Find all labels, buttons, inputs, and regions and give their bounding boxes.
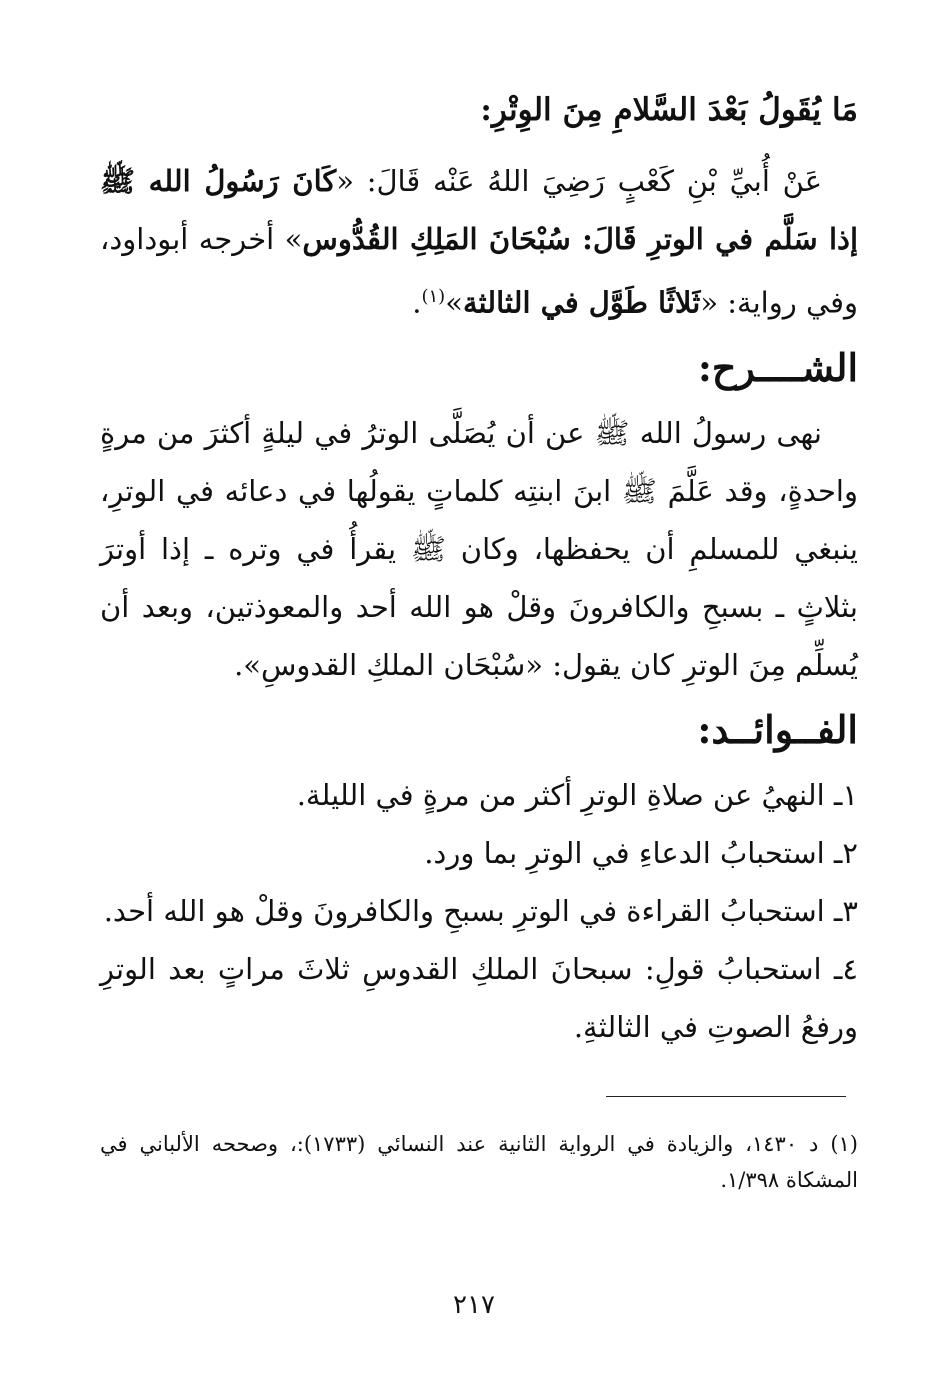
benefit-item-1: ١ـ النهيُ عن صلاةِ الوترِ أكثر من مرةٍ في الليلة. [296, 777, 858, 812]
benefits-title: الفــوائــد: [697, 706, 858, 752]
hadith-text-part-1: عَنْ أُبيِّ بْنِ كَعْبٍ رَضِيَ اللهُ عَنْه قَالَ: « [336, 164, 822, 198]
footnote: (١) د ١٤٣٠، والزيادة في الرواية الثانية عند النسائي (١٧٣٣):، وصححه الألباني في المشكاة ١/٣٩٨. [100, 1132, 858, 1192]
page-body [100, 80, 858, 1056]
footnote-divider [606, 1096, 846, 1097]
explanation-title: الشــــرح: [697, 344, 858, 390]
benefit-item-3: ٣ـ استحبابُ القراءة في الوترِ بسبحِ والكافرونَ وقلْ هو الله أحد. [103, 893, 858, 928]
footnote-reference[interactable]: (١) [421, 286, 446, 307]
hadith-text [100, 152, 858, 332]
hadith-title: مَا يُقَولُ بَعْدَ السَّلامِ مِنَ الوِتْرِ: [480, 92, 858, 128]
hadith-quote-2: ثَلاثًا طَوَّل في الثالثة [462, 285, 701, 320]
benefit-item-4: ٤ـ استحبابُ قولِ: سبحانَ الملكِ القدوسِ ثلاثَ مراتٍ بعد الوترِ ورفعُ الصوتِ في الثالثةِ. [100, 951, 858, 1044]
hadith-text-part-2: » أخرجه أبوداود، وفي رواية: « [100, 222, 858, 320]
hadith-text-part-3: » [445, 285, 463, 320]
hadith-quote-1: كَانَ رَسُولُ الله ﷺ إذا سَلَّم في الوترِ قَالَ: سُبْحَانَ المَلِكِ القُدُّوس [100, 164, 859, 256]
explanation-body: نهى رسولُ الله ﷺ عن أن يُصَلَّى الوترُ في ليلةٍ أكثرَ من مرةٍ واحدةٍ، وقد عَلَّمَ ﷺ ابنَ ابنتِه كلماتٍ يقولُها في دعائه في الوترِ، ينبغي للمسلمِ أن يحفظها، وكان ﷺ يقرأُ في وتره ـ إذا أوترَ بثلاثٍ ـ بسبحِ والكافرونَ وقلْ هو الله أحد والمعوذتين، وبعد أن يُسلِّم مِنَ الوترِ كان يقول: «سُبْحَان الملكِ القدوسِ». [100, 415, 858, 682]
hadith-text-part-4: . [412, 285, 422, 320]
benefit-item-2: ٢ـ استحبابُ الدعاءِ في الوترِ بما ورد. [424, 835, 858, 870]
benefits-list [100, 766, 858, 1056]
page-number: ٢١٧ [453, 1290, 495, 1320]
